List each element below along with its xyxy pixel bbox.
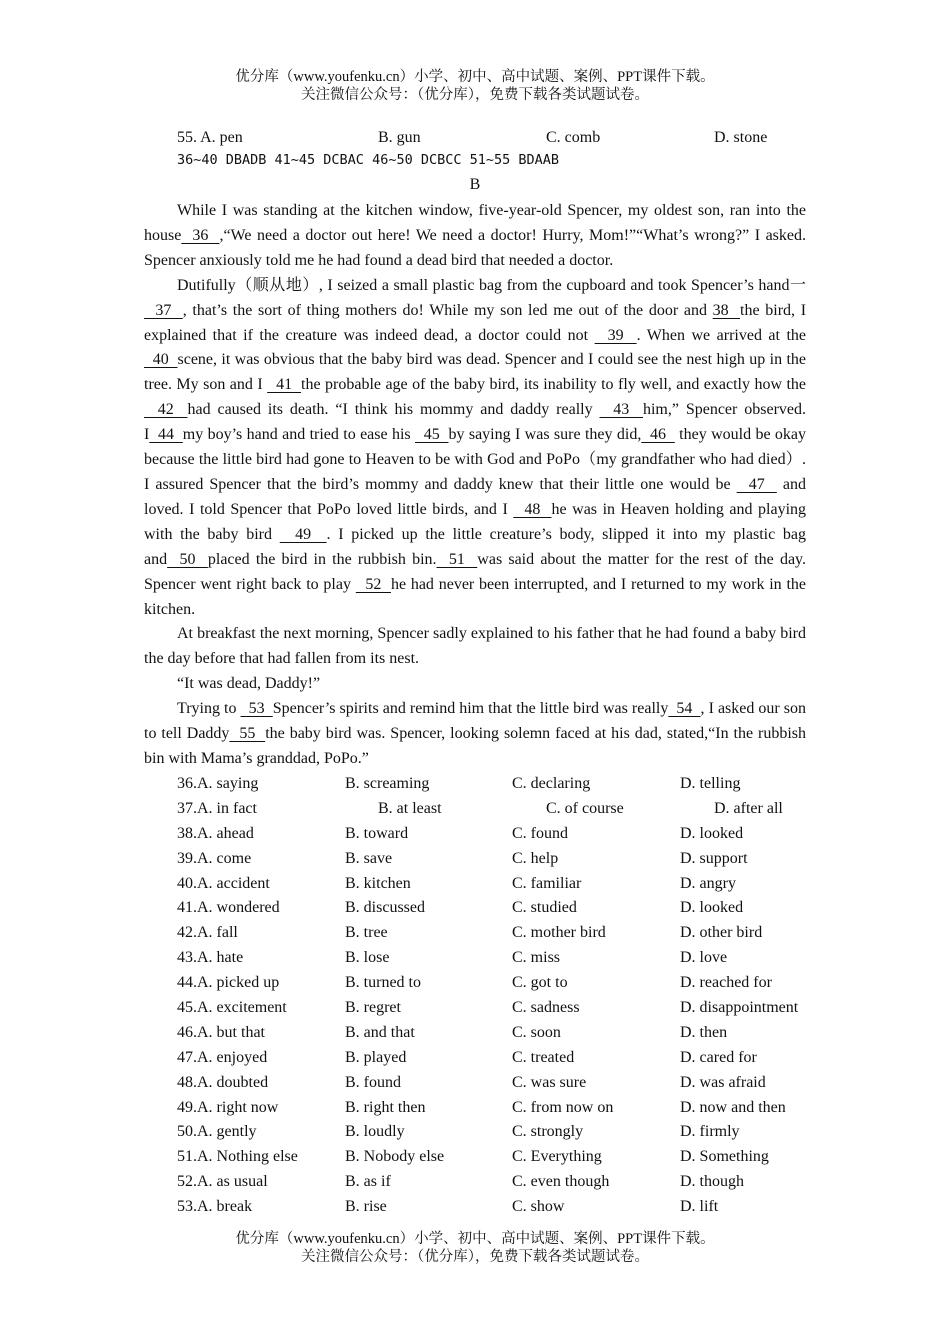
option-row [177, 824, 817, 849]
option-row [177, 923, 817, 948]
blank: 54 [668, 700, 701, 718]
option-b: B. regret [345, 999, 401, 1017]
option-b: B. Nobody else [345, 1148, 445, 1166]
text-run: . When we arrived at the [636, 326, 807, 344]
answer-key: 36~40 DBADB 41~45 DCBAC 46~50 DCBCC 51~55 BDAAB [177, 152, 560, 168]
option-row [177, 1048, 817, 1073]
option-d: D. Something [680, 1148, 769, 1166]
option-c: C. strongly [512, 1123, 584, 1141]
option-row [177, 1172, 817, 1197]
option-c: C. treated [512, 1048, 575, 1066]
text-run: . I picked up the little creature’s body, slipped it into my plastic bag and [144, 525, 807, 568]
header-line-2: 关注微信公众号：（优分库），免费下载各类试题试卷。 [301, 87, 649, 103]
option-d: D. reached for [680, 974, 772, 992]
option-d: D. love [680, 949, 728, 967]
option-b: B. lose [345, 949, 390, 967]
option-a: 43.A. hate [177, 949, 244, 967]
blank: 36 [181, 226, 220, 244]
option-row [177, 1073, 817, 1098]
option-c: C. was sure [512, 1073, 587, 1091]
option-row [177, 799, 817, 824]
option-row [177, 973, 817, 998]
option-d: D. looked [680, 824, 744, 842]
option-c: C. familiar [512, 874, 582, 892]
option-d: D. then [680, 1023, 728, 1041]
paragraph-1 [144, 199, 806, 274]
option-b: B. toward [345, 824, 409, 842]
option-c: C. got to [512, 974, 568, 992]
option-c: C. sadness [512, 999, 580, 1017]
option-d: D. telling [680, 775, 741, 792]
text-run: the probable age of the baby bird, its inability to fly well, and exactly how the [301, 376, 807, 394]
blank: 46 [641, 426, 675, 444]
text-run: and loved. I told Spencer that PoPo loved little birds, and I [144, 475, 807, 518]
option-c: C. even though [512, 1173, 610, 1191]
text-run: they would be okay because the little bird had gone to Heaven to be with God and PoPo（my grandfather who had died）. I assured Spencer that the bird’s mommy and daddy knew that their little one would be [144, 426, 807, 493]
option-b: B. tree [345, 924, 388, 942]
option-a: 51.A. Nothing else [177, 1148, 298, 1166]
text-run: While I was standing at the kitchen window, five-year-old Spencer, my oldest son, ran into the house [144, 202, 806, 244]
text-run: , that’s the sort of thing mothers do! While my son led me out of the door and [182, 301, 713, 319]
option-b: B. turned to [345, 974, 421, 992]
option-b: B. loudly [345, 1123, 405, 1141]
option-c: C. help [512, 849, 559, 867]
option-d: D. cared for [680, 1048, 757, 1066]
option-d: D. though [680, 1173, 744, 1191]
option-a: 46.A. but that [177, 1023, 265, 1041]
blank: 49 [279, 525, 327, 543]
text-run: Trying to [177, 700, 241, 718]
option-55-a: 55. A. pen [177, 129, 243, 146]
blank: 51 [436, 550, 478, 568]
text-run: had caused its death. “I think his mommy and daddy really [187, 401, 600, 419]
option-row [177, 1197, 817, 1222]
option-c: C. mother bird [512, 924, 606, 942]
text-run: placed the bird in the rubbish bin. [207, 550, 437, 568]
blank: 40 [144, 351, 178, 369]
option-a: 45.A. excitement [177, 999, 287, 1017]
option-c: C. studied [512, 899, 577, 917]
option-d: D. other bird [680, 924, 763, 942]
option-row [177, 948, 817, 973]
blank: 47 [736, 475, 777, 493]
option-c: C. of course [546, 799, 624, 817]
option-c: C. declaring [512, 775, 591, 792]
option-c: C. from now on [512, 1098, 614, 1116]
option-b: B. rise [345, 1198, 387, 1216]
text-run: , I asked our son to tell Daddy [144, 700, 807, 743]
page-header [0, 68, 950, 104]
text-run: he had never been interrupted, and I returned to my work in the kitchen. [144, 575, 807, 618]
option-a: 53.A. break [177, 1198, 253, 1216]
option-row [177, 849, 817, 874]
text-run: my boy’s hand and tried to ease his [182, 426, 416, 444]
option-b: B. found [345, 1073, 401, 1091]
blank: 43 [599, 401, 643, 419]
option-d: D. looked [680, 899, 744, 917]
option-a: 47.A. enjoyed [177, 1048, 268, 1066]
option-c: C. miss [512, 949, 561, 967]
text-run: was said about the matter for the rest of the day. Spencer went right back to play [144, 550, 807, 593]
text-run: him,” Spencer observed. I [144, 401, 806, 444]
text-run: Spencer’s spirits and remind him that the little bird was really [272, 700, 669, 718]
text-run: the bird, I explained that if the creature was indeed dead, a doctor could not [144, 301, 807, 344]
blank: 50 [167, 550, 208, 568]
option-d: D. lift [680, 1198, 719, 1216]
option-a: 39.A. come [177, 849, 252, 867]
option-d: D. support [680, 849, 748, 867]
option-b: B. discussed [345, 899, 425, 917]
blank: 55 [229, 725, 266, 743]
header-line-1: 优分库（www.youfenku.cn）小学、初中、高中试题、案例、PPT课件下载。 [235, 69, 715, 85]
option-row [177, 1122, 817, 1147]
text-run: Dutifully（顺从地）, I seized a small plastic bag from the cupboard and took Spencer’s hand一 [177, 276, 806, 294]
option-b: B. as if [345, 1173, 391, 1191]
blank: 48 [513, 500, 552, 518]
option-a: 40.A. accident [177, 874, 270, 892]
option-row [177, 998, 817, 1023]
option-d: D. angry [680, 874, 736, 892]
option-a: 48.A. doubted [177, 1073, 269, 1091]
text-run: the baby bird was. Spencer, looking solemn faced at his dad, stated,“In the rubbish bin with Mama’s granddad, PoPo.” [144, 725, 807, 767]
option-d: D. disappointment [680, 999, 799, 1017]
option-b: B. at least [378, 799, 442, 817]
text-run: ,“We need a doctor out here! We need a doctor! Hurry, Mom!”“What’s wrong?” I asked. Spencer anxiously told me he had found a dead bird that needed a doctor. [144, 226, 807, 269]
option-b: B. kitchen [345, 874, 411, 892]
option-c: C. show [512, 1198, 565, 1216]
page-footer [0, 1230, 950, 1266]
text-run: scene, it was obvious that the baby bird was dead. Spencer and I could see the nest high up in the tree. My son and I [144, 351, 807, 394]
option-a: 52.A. as usual [177, 1173, 268, 1191]
option-c: C. soon [512, 1023, 561, 1041]
option-b: B. right then [345, 1098, 426, 1116]
blank: 38 [712, 301, 741, 319]
option-a: 50.A. gently [177, 1123, 257, 1141]
section-label: B [469, 176, 481, 193]
option-a: 42.A. fall [177, 924, 238, 942]
option-55-c: C. comb [546, 129, 601, 146]
option-row [177, 874, 817, 899]
option-b: B. screaming [345, 775, 430, 792]
paragraph-3: At breakfast the next morning, Spencer sadly explained to his father that he had found a baby bird the day before that had fallen from its nest. [144, 625, 806, 668]
option-a: 44.A. picked up [177, 974, 280, 992]
option-c: C. found [512, 824, 568, 842]
paragraph-2 [144, 274, 806, 623]
option-row [177, 1023, 817, 1048]
footer-line-2: 关注微信公众号：（优分库），免费下载各类试题试卷。 [301, 1249, 649, 1265]
blank: 39 [594, 326, 637, 344]
footer-line-1: 优分库（www.youfenku.cn）小学、初中、高中试题、案例、PPT课件下载。 [235, 1231, 715, 1247]
blank: 42 [144, 401, 188, 419]
options-list [177, 774, 817, 1222]
text-run: by saying I was sure they did, [448, 426, 642, 444]
option-d: D. firmly [680, 1123, 740, 1141]
option-55-d: D. stone [714, 129, 768, 146]
option-d: D. was afraid [680, 1073, 766, 1091]
option-b: B. played [345, 1048, 407, 1066]
option-a: 41.A. wondered [177, 899, 280, 917]
blank: 45 [415, 426, 449, 444]
blank: 37 [144, 301, 183, 319]
text-run: he was in Heaven holding and playing with the baby bird [144, 500, 807, 543]
option-d: D. after all [714, 799, 783, 817]
blank: 53 [240, 700, 273, 718]
cloze-passage [144, 199, 806, 772]
option-55-b: B. gun [378, 129, 421, 146]
option-row [177, 774, 817, 799]
option-a: 49.A. right now [177, 1098, 279, 1116]
option-d: D. now and then [680, 1098, 786, 1116]
paragraph-5 [144, 697, 806, 772]
option-a: 37.A. in fact [177, 799, 257, 817]
option-b: B. save [345, 849, 393, 867]
option-a: 38.A. ahead [177, 824, 254, 842]
option-row [177, 898, 817, 923]
paragraph-4: “It was dead, Daddy!” [177, 675, 321, 693]
blank: 44 [149, 426, 183, 444]
option-c: C. Everything [512, 1148, 602, 1166]
option-a: 36.A. saying [177, 775, 259, 792]
option-row [177, 1098, 817, 1123]
option-row [177, 1147, 817, 1172]
option-b: B. and that [345, 1023, 415, 1041]
blank: 41 [267, 376, 302, 394]
blank: 52 [355, 575, 391, 593]
